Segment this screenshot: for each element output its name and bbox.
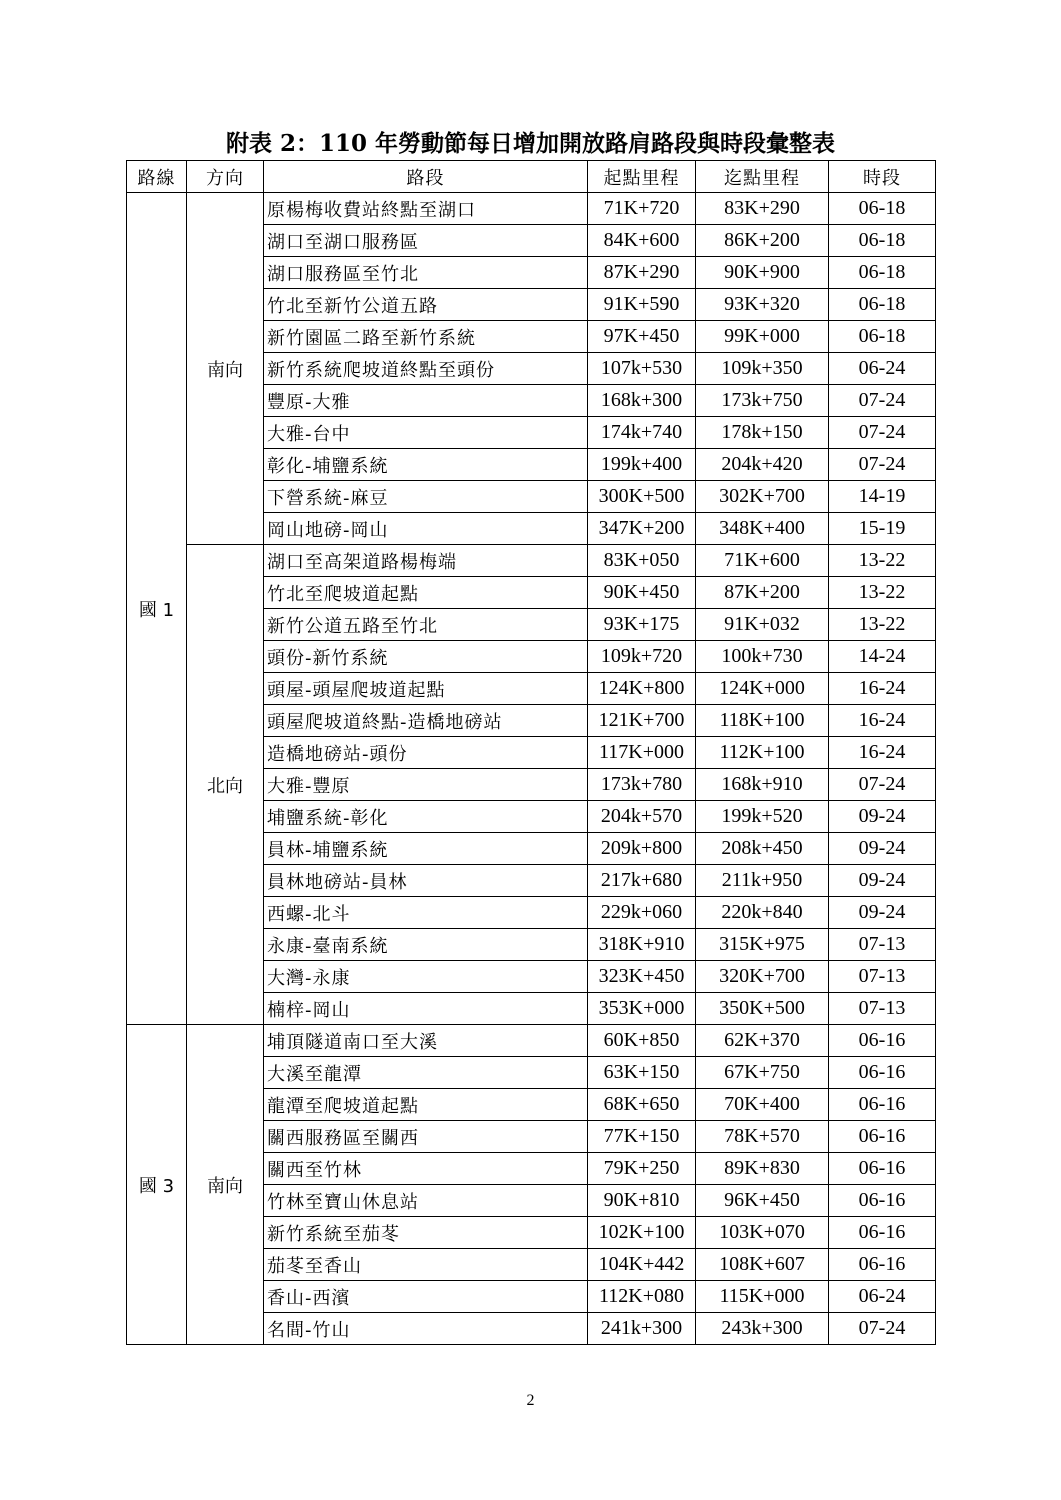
segment-cell: 大雅-台中 bbox=[264, 417, 588, 449]
end-mileage-cell: 115K+000 bbox=[696, 1281, 829, 1313]
start-mileage-cell: 323K+450 bbox=[588, 961, 696, 993]
time-period-cell: 07-24 bbox=[829, 1313, 936, 1345]
end-mileage-cell: 93K+320 bbox=[696, 289, 829, 321]
time-period-cell: 09-24 bbox=[829, 897, 936, 929]
time-period-cell: 13-22 bbox=[829, 577, 936, 609]
segment-cell: 香山-西濱 bbox=[264, 1281, 588, 1313]
time-period-cell: 06-18 bbox=[829, 257, 936, 289]
segment-cell: 湖口至湖口服務區 bbox=[264, 225, 588, 257]
end-mileage-cell: 199k+520 bbox=[696, 801, 829, 833]
start-mileage-cell: 347K+200 bbox=[588, 513, 696, 545]
time-period-cell: 07-24 bbox=[829, 417, 936, 449]
end-mileage-cell: 90K+900 bbox=[696, 257, 829, 289]
time-period-cell: 16-24 bbox=[829, 705, 936, 737]
segment-cell: 湖口服務區至竹北 bbox=[264, 257, 588, 289]
segment-cell: 新竹公道五路至竹北 bbox=[264, 609, 588, 641]
end-mileage-cell: 70K+400 bbox=[696, 1089, 829, 1121]
end-mileage-cell: 67K+750 bbox=[696, 1057, 829, 1089]
time-period-cell: 06-18 bbox=[829, 193, 936, 225]
end-mileage-cell: 86K+200 bbox=[696, 225, 829, 257]
end-mileage-cell: 168k+910 bbox=[696, 769, 829, 801]
end-mileage-cell: 178k+150 bbox=[696, 417, 829, 449]
route-cell: 國 3 bbox=[127, 1025, 187, 1345]
time-period-cell: 07-24 bbox=[829, 769, 936, 801]
end-mileage-cell: 91K+032 bbox=[696, 609, 829, 641]
start-mileage-cell: 241k+300 bbox=[588, 1313, 696, 1345]
segment-cell: 湖口至高架道路楊梅端 bbox=[264, 545, 588, 577]
segment-cell: 關西至竹林 bbox=[264, 1153, 588, 1185]
time-period-cell: 07-13 bbox=[829, 961, 936, 993]
time-period-cell: 06-18 bbox=[829, 321, 936, 353]
schedule-table bbox=[126, 160, 936, 1345]
segment-cell: 下營系統-麻豆 bbox=[264, 481, 588, 513]
end-mileage-cell: 315K+975 bbox=[696, 929, 829, 961]
end-mileage-cell: 243k+300 bbox=[696, 1313, 829, 1345]
segment-cell: 竹北至爬坡道起點 bbox=[264, 577, 588, 609]
end-mileage-cell: 71K+600 bbox=[696, 545, 829, 577]
end-mileage-cell: 220k+840 bbox=[696, 897, 829, 929]
start-mileage-cell: 353K+000 bbox=[588, 993, 696, 1025]
time-period-cell: 16-24 bbox=[829, 737, 936, 769]
segment-cell: 竹北至新竹公道五路 bbox=[264, 289, 588, 321]
start-mileage-cell: 90K+450 bbox=[588, 577, 696, 609]
start-mileage-cell: 104K+442 bbox=[588, 1249, 696, 1281]
time-period-cell: 06-16 bbox=[829, 1153, 936, 1185]
end-mileage-cell: 103K+070 bbox=[696, 1217, 829, 1249]
start-mileage-cell: 97K+450 bbox=[588, 321, 696, 353]
segment-cell: 岡山地磅-岡山 bbox=[264, 513, 588, 545]
start-mileage-cell: 93K+175 bbox=[588, 609, 696, 641]
start-mileage-cell: 217k+680 bbox=[588, 865, 696, 897]
time-period-cell: 06-16 bbox=[829, 1185, 936, 1217]
end-mileage-cell: 204k+420 bbox=[696, 449, 829, 481]
segment-cell: 竹林至寶山休息站 bbox=[264, 1185, 588, 1217]
time-period-cell: 06-18 bbox=[829, 225, 936, 257]
segment-cell: 西螺-北斗 bbox=[264, 897, 588, 929]
end-mileage-cell: 320K+700 bbox=[696, 961, 829, 993]
segment-cell: 大溪至龍潭 bbox=[264, 1057, 588, 1089]
time-period-cell: 09-24 bbox=[829, 801, 936, 833]
time-period-cell: 13-22 bbox=[829, 609, 936, 641]
segment-cell: 豐原-大雅 bbox=[264, 385, 588, 417]
time-period-cell: 06-16 bbox=[829, 1089, 936, 1121]
start-mileage-cell: 173k+780 bbox=[588, 769, 696, 801]
start-mileage-cell: 60K+850 bbox=[588, 1025, 696, 1057]
time-period-cell: 06-24 bbox=[829, 1281, 936, 1313]
page-title: 附表 2：110 年勞動節每日增加開放路肩路段與時段彙整表 bbox=[225, 130, 836, 157]
time-period-cell: 14-19 bbox=[829, 481, 936, 513]
header-time-period: 時段 bbox=[829, 161, 936, 193]
segment-cell: 關西服務區至關西 bbox=[264, 1121, 588, 1153]
time-period-cell: 07-13 bbox=[829, 993, 936, 1025]
segment-cell: 大雅-豐原 bbox=[264, 769, 588, 801]
end-mileage-cell: 108K+607 bbox=[696, 1249, 829, 1281]
direction-cell: 北向 bbox=[187, 545, 264, 1025]
end-mileage-cell: 173k+750 bbox=[696, 385, 829, 417]
time-period-cell: 14-24 bbox=[829, 641, 936, 673]
end-mileage-cell: 62K+370 bbox=[696, 1025, 829, 1057]
start-mileage-cell: 87K+290 bbox=[588, 257, 696, 289]
time-period-cell: 06-16 bbox=[829, 1057, 936, 1089]
header-direction: 方向 bbox=[187, 161, 264, 193]
start-mileage-cell: 121K+700 bbox=[588, 705, 696, 737]
start-mileage-cell: 112K+080 bbox=[588, 1281, 696, 1313]
page-number: 2 bbox=[526, 1392, 535, 1409]
segment-cell: 員林地磅站-員林 bbox=[264, 865, 588, 897]
segment-cell: 頭屋-頭屋爬坡道起點 bbox=[264, 673, 588, 705]
end-mileage-cell: 96K+450 bbox=[696, 1185, 829, 1217]
time-period-cell: 07-24 bbox=[829, 385, 936, 417]
time-period-cell: 06-16 bbox=[829, 1121, 936, 1153]
end-mileage-cell: 100k+730 bbox=[696, 641, 829, 673]
start-mileage-cell: 79K+250 bbox=[588, 1153, 696, 1185]
segment-cell: 新竹系統至茄苳 bbox=[264, 1217, 588, 1249]
end-mileage-cell: 208k+450 bbox=[696, 833, 829, 865]
end-mileage-cell: 211k+950 bbox=[696, 865, 829, 897]
table-row bbox=[127, 193, 936, 225]
time-period-cell: 07-13 bbox=[829, 929, 936, 961]
start-mileage-cell: 102K+100 bbox=[588, 1217, 696, 1249]
end-mileage-cell: 302K+700 bbox=[696, 481, 829, 513]
time-period-cell: 06-16 bbox=[829, 1025, 936, 1057]
start-mileage-cell: 124K+800 bbox=[588, 673, 696, 705]
start-mileage-cell: 209k+800 bbox=[588, 833, 696, 865]
start-mileage-cell: 63K+150 bbox=[588, 1057, 696, 1089]
route-cell: 國 1 bbox=[127, 193, 187, 1025]
time-period-cell: 09-24 bbox=[829, 865, 936, 897]
segment-cell: 員林-埔鹽系統 bbox=[264, 833, 588, 865]
start-mileage-cell: 168k+300 bbox=[588, 385, 696, 417]
segment-cell: 永康-臺南系統 bbox=[264, 929, 588, 961]
header-segment: 路段 bbox=[264, 161, 588, 193]
end-mileage-cell: 348K+400 bbox=[696, 513, 829, 545]
time-period-cell: 07-24 bbox=[829, 449, 936, 481]
end-mileage-cell: 350K+500 bbox=[696, 993, 829, 1025]
time-period-cell: 06-24 bbox=[829, 353, 936, 385]
direction-cell: 南向 bbox=[187, 1025, 264, 1345]
start-mileage-cell: 300K+500 bbox=[588, 481, 696, 513]
start-mileage-cell: 204k+570 bbox=[588, 801, 696, 833]
time-period-cell: 13-22 bbox=[829, 545, 936, 577]
end-mileage-cell: 118K+100 bbox=[696, 705, 829, 737]
segment-cell: 名間-竹山 bbox=[264, 1313, 588, 1345]
time-period-cell: 06-16 bbox=[829, 1217, 936, 1249]
start-mileage-cell: 77K+150 bbox=[588, 1121, 696, 1153]
end-mileage-cell: 124K+000 bbox=[696, 673, 829, 705]
segment-cell: 楠梓-岡山 bbox=[264, 993, 588, 1025]
segment-cell: 造橋地磅站-頭份 bbox=[264, 737, 588, 769]
segment-cell: 頭份-新竹系統 bbox=[264, 641, 588, 673]
segment-cell: 原楊梅收費站終點至湖口 bbox=[264, 193, 588, 225]
start-mileage-cell: 199k+400 bbox=[588, 449, 696, 481]
time-period-cell: 16-24 bbox=[829, 673, 936, 705]
start-mileage-cell: 229k+060 bbox=[588, 897, 696, 929]
header-start-mileage: 起點里程 bbox=[588, 161, 696, 193]
segment-cell: 埔頂隧道南口至大溪 bbox=[264, 1025, 588, 1057]
start-mileage-cell: 174k+740 bbox=[588, 417, 696, 449]
segment-cell: 彰化-埔鹽系統 bbox=[264, 449, 588, 481]
direction-cell: 南向 bbox=[187, 193, 264, 545]
table-body bbox=[127, 193, 936, 1345]
end-mileage-cell: 109k+350 bbox=[696, 353, 829, 385]
start-mileage-cell: 117K+000 bbox=[588, 737, 696, 769]
start-mileage-cell: 84K+600 bbox=[588, 225, 696, 257]
segment-cell: 新竹系統爬坡道終點至頭份 bbox=[264, 353, 588, 385]
header-route: 路線 bbox=[127, 161, 187, 193]
time-period-cell: 06-16 bbox=[829, 1249, 936, 1281]
header-row bbox=[127, 161, 936, 193]
start-mileage-cell: 318K+910 bbox=[588, 929, 696, 961]
segment-cell: 大灣-永康 bbox=[264, 961, 588, 993]
end-mileage-cell: 83K+290 bbox=[696, 193, 829, 225]
segment-cell: 埔鹽系統-彰化 bbox=[264, 801, 588, 833]
end-mileage-cell: 87K+200 bbox=[696, 577, 829, 609]
start-mileage-cell: 107k+530 bbox=[588, 353, 696, 385]
end-mileage-cell: 89K+830 bbox=[696, 1153, 829, 1185]
start-mileage-cell: 109k+720 bbox=[588, 641, 696, 673]
segment-cell: 頭屋爬坡道終點-造橋地磅站 bbox=[264, 705, 588, 737]
header-end-mileage: 迄點里程 bbox=[696, 161, 829, 193]
time-period-cell: 06-18 bbox=[829, 289, 936, 321]
table-row bbox=[127, 545, 936, 577]
time-period-cell: 09-24 bbox=[829, 833, 936, 865]
start-mileage-cell: 91K+590 bbox=[588, 289, 696, 321]
start-mileage-cell: 90K+810 bbox=[588, 1185, 696, 1217]
end-mileage-cell: 112K+100 bbox=[696, 737, 829, 769]
segment-cell: 龍潭至爬坡道起點 bbox=[264, 1089, 588, 1121]
start-mileage-cell: 71K+720 bbox=[588, 193, 696, 225]
segment-cell: 茄苳至香山 bbox=[264, 1249, 588, 1281]
table-row bbox=[127, 1025, 936, 1057]
start-mileage-cell: 83K+050 bbox=[588, 545, 696, 577]
end-mileage-cell: 99K+000 bbox=[696, 321, 829, 353]
time-period-cell: 15-19 bbox=[829, 513, 936, 545]
end-mileage-cell: 78K+570 bbox=[696, 1121, 829, 1153]
start-mileage-cell: 68K+650 bbox=[588, 1089, 696, 1121]
segment-cell: 新竹園區二路至新竹系統 bbox=[264, 321, 588, 353]
